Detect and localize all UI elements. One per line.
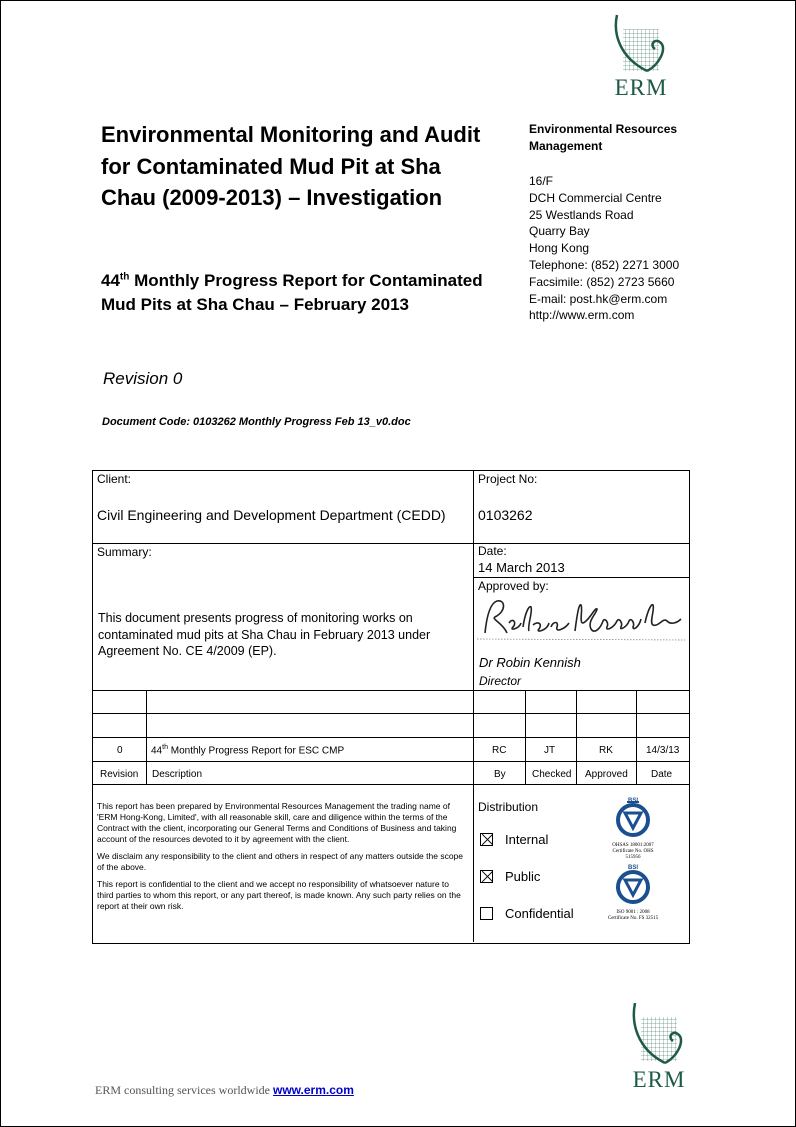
bsi-ohsas-badge: BSI OHSAS 18001:2007 Certificate No. OHS 515956 <box>612 798 654 860</box>
rev-approved: RK <box>599 745 613 756</box>
project-value: 0103262 <box>478 507 533 523</box>
confidential-label: Confidential <box>505 906 574 921</box>
header-description: Description <box>152 769 203 780</box>
rev-date: 14/3/13 <box>646 745 680 756</box>
facsimile: Facsimile: (852) 2723 5660 <box>529 274 675 289</box>
approver-name: Dr Robin Kennish <box>479 655 581 670</box>
date-label: Date: <box>478 544 507 558</box>
footer-link[interactable]: www.erm.com <box>272 1083 354 1097</box>
internal-checkbox[interactable] <box>480 833 493 846</box>
report-title: Environmental Monitoring and Audit for Contaminated Mud Pit at Sha Chau (2009-2013) – Investigation <box>101 122 481 210</box>
erm-logo-bottom <box>627 1003 691 1093</box>
rev-description: 44th Monthly Progress Report for ESC CMP <box>151 744 345 757</box>
header-revision: Revision <box>100 769 139 780</box>
company-name: Environmental Resources Management <box>529 122 678 153</box>
client-value: Civil Engineering and Development Department (CEDD) <box>97 507 446 523</box>
disclaimer: This report has been prepared by Environmental Resources Management the trading name of 'ERM Hong-Kong, Limited', with all reasonable skill, care and diligence within the terms of the Contract with the client, incorporating our General Terms and Conditions of Business and taking account of the resources devoted to it by agreement with the client. We disclaim any responsibility to the client and others in respect of any matters outside the scope of the above. This report is confidential to the client and we accept no responsibility of whatsoever nature to third parties to whom this report, or any part thereof, is made known. Any such party relies on the report at their own risk. <box>97 801 464 911</box>
rev-by: RC <box>492 745 507 756</box>
header-date: Date <box>651 769 673 780</box>
logo-text: ERM <box>614 75 668 100</box>
erm-leaf-icon <box>609 13 673 75</box>
summary-text: This document presents progress of monitoring works on contaminated mud pits at Sha Chau in February 2013 under Agreement No. CE 4/2009 (EP). <box>98 611 431 658</box>
signature-image <box>477 593 687 645</box>
erm-logo-top <box>609 13 673 101</box>
header-approved: Approved <box>585 769 628 780</box>
date-value: 14 March 2013 <box>478 560 565 575</box>
company-address: 16/F DCH Commercial Centre 25 Westlands Road Quarry Bay Hong Kong Telephone: (852) 2271 3000 Facsimile: (852) 2723 5660 E-mail: post.hk@erm.com http://www.erm.com <box>529 173 759 324</box>
public-label: Public <box>505 869 541 884</box>
confidential-checkbox[interactable] <box>480 907 493 920</box>
project-label: Project No: <box>478 472 538 486</box>
document-code: Document Code: 0103262 Monthly Progress Feb 13_v0.doc <box>102 416 411 428</box>
internal-label: Internal <box>505 832 549 847</box>
email[interactable]: E-mail: post.hk@erm.com <box>529 291 668 306</box>
public-checkbox[interactable] <box>480 870 493 883</box>
report-subtitle: 44th Monthly Progress Report for Contaminated Mud Pits at Sha Chau – February 2013 <box>101 271 483 314</box>
summary-label: Summary: <box>97 545 152 559</box>
approved-label: Approved by: <box>478 579 549 593</box>
client-label: Client: <box>97 472 132 486</box>
header-by: By <box>494 769 506 780</box>
footer: ERM consulting services worldwide www.erm.com <box>95 1083 354 1097</box>
rev-number: 0 <box>117 745 123 756</box>
website[interactable]: http://www.erm.com <box>529 308 635 323</box>
telephone: Telephone: (852) 2271 3000 <box>529 257 680 272</box>
bsi-kitemark-icon <box>613 863 653 905</box>
bsi-iso-badge: BSI ISO 9001 : 2008 Certificate No. FS 32515 <box>607 865 659 921</box>
header-checked: Checked <box>532 769 572 780</box>
bsi-kitemark-icon <box>613 796 653 838</box>
logo-text: ERM <box>632 1067 686 1092</box>
distribution-label: Distribution <box>478 800 539 814</box>
approver-title: Director <box>479 674 522 688</box>
svg-text:BSI: BSI <box>627 865 639 871</box>
svg-text:BSI: BSI <box>627 798 639 804</box>
revision-label: Revision 0 <box>103 369 183 388</box>
rev-checked: JT <box>544 745 556 756</box>
erm-leaf-icon <box>627 1003 691 1067</box>
